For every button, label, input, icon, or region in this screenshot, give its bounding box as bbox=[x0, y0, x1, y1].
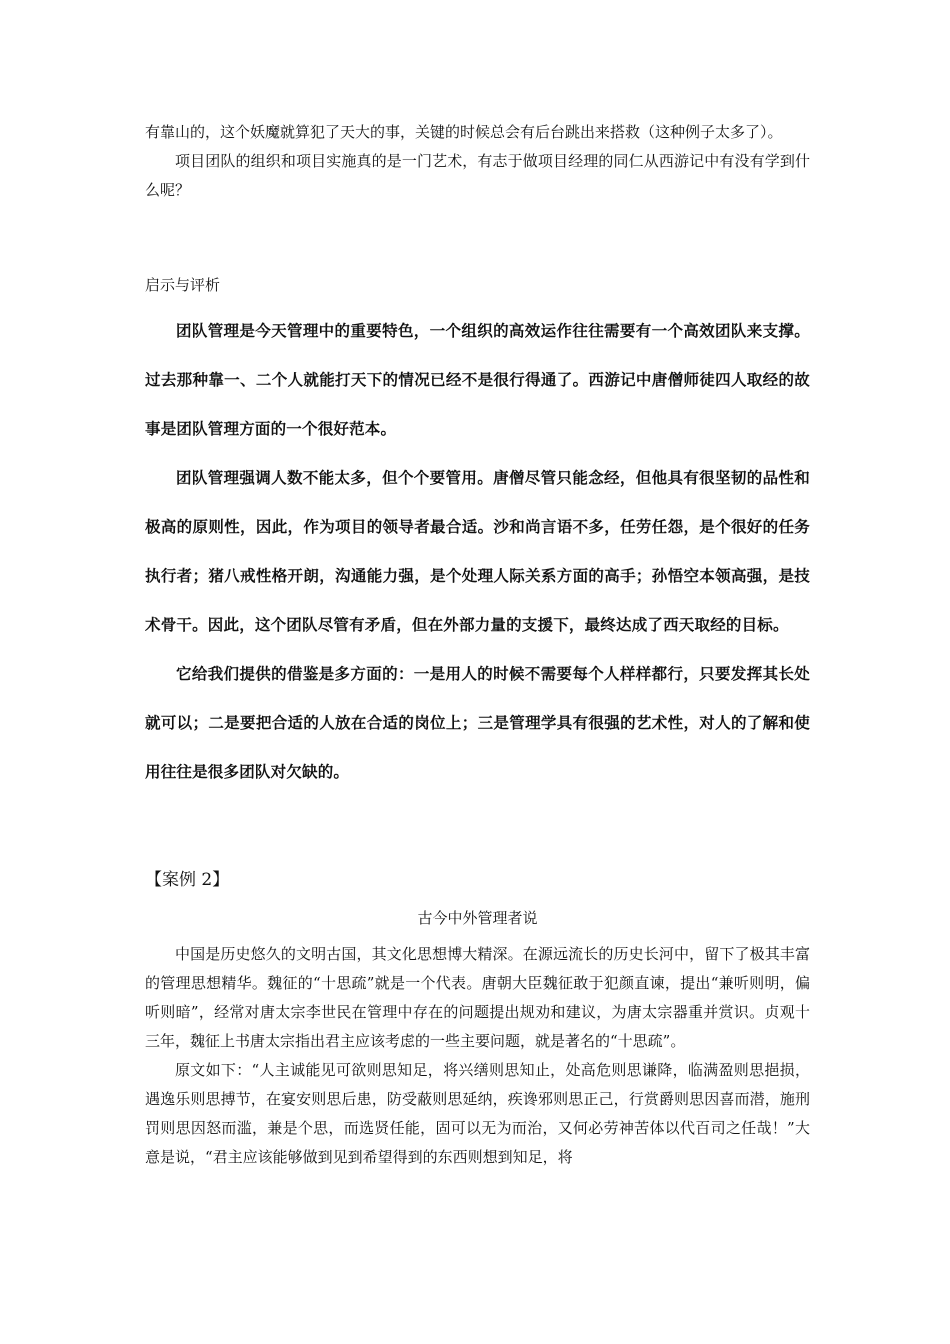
case-paragraph-2: 原文如下：“人主诚能见可欲则思知足，将兴缮则思知止，处高危则思谦降，临满盈则思挹损，遇逸乐则思搏节，在宴安则思后患，防受蔽则思延纳，疾谗邪则思正己，行赏爵则思因喜而潜，施刑罚则思因怒而滥，兼是个思，而选贤任能，固可以无为而治，又何必劳神苦体以代百司之任哉！”大意是说，“君主应该能够做到见到希望得到的东西则想到知足，将 bbox=[145, 1061, 810, 1166]
analysis-paragraph-3: 它给我们提供的借鉴是多方面的：一是用人的时候不需要每个人样样都行，只要发挥其长处就可以；二是要把合适的人放在合适的岗位上；三是管理学具有很强的艺术性，对人的了解和使用往往是很多团队对欠缺的。 bbox=[145, 665, 810, 781]
case-2-title bbox=[145, 906, 810, 930]
analysis-paragraph-1: 团队管理是今天管理中的重要特色，一个组织的高效运作往往需要有一个高效团队来支撑。过去那种靠一、二个人就能打天下的情况已经不是很行得通了。西游记中唐僧师徒四人取经的故事是团队管理方面的一个很好范本。 bbox=[145, 322, 810, 438]
analysis-heading bbox=[145, 271, 810, 300]
case-label: 【案例 2】 bbox=[145, 870, 230, 890]
analysis-section bbox=[145, 307, 810, 797]
intro-section bbox=[145, 118, 810, 205]
intro-paragraph-2: 项目团队的组织和项目实施真的是一门艺术，有志于做项目经理的同仁从西游记中有没有学到什么呢？ bbox=[145, 152, 810, 199]
case-2-body bbox=[145, 940, 810, 1172]
intro-paragraph-1: 有靠山的，这个妖魔就算犯了天大的事，关键的时候总会有后台跳出来搭救（这种例子太多了）。 bbox=[145, 123, 783, 141]
case-paragraph-1: 中国是历史悠久的文明古国，其文化思想博大精深。在源远流长的历史长河中，留下了极其丰富的管理思想精华。魏征的“十思疏”就是一个代表。唐朝大臣魏征敢于犯颜直谏，提出“兼听则明，偏听则暗”，经常对唐太宗李世民在管理中存在的问题提出规劝和建议，为唐太宗器重并赏识。贞观十三年，魏征上书唐太宗指出君主应该考虑的一些主要问题，就是著名的“十思疏”。 bbox=[145, 945, 810, 1050]
article-title: 古今中外管理者说 bbox=[417, 909, 538, 927]
section-heading: 启示与评析 bbox=[145, 276, 221, 294]
case-2-label bbox=[145, 868, 810, 892]
analysis-paragraph-2: 团队管理强调人数不能太多，但个个要管用。唐僧尽管只能念经，但他具有很坚韧的品性和极高的原则性，因此，作为项目的领导者最合适。沙和尚言语不多，任劳任怨，是个很好的任务执行者；猪八戒性格开朗，沟通能力强，是个处理人际关系方面的高手；孙悟空本领高强，是技术骨干。因此，这个团队尽管有矛盾，但在外部力量的支援下，最终达成了西天取经的目标。 bbox=[145, 469, 810, 634]
